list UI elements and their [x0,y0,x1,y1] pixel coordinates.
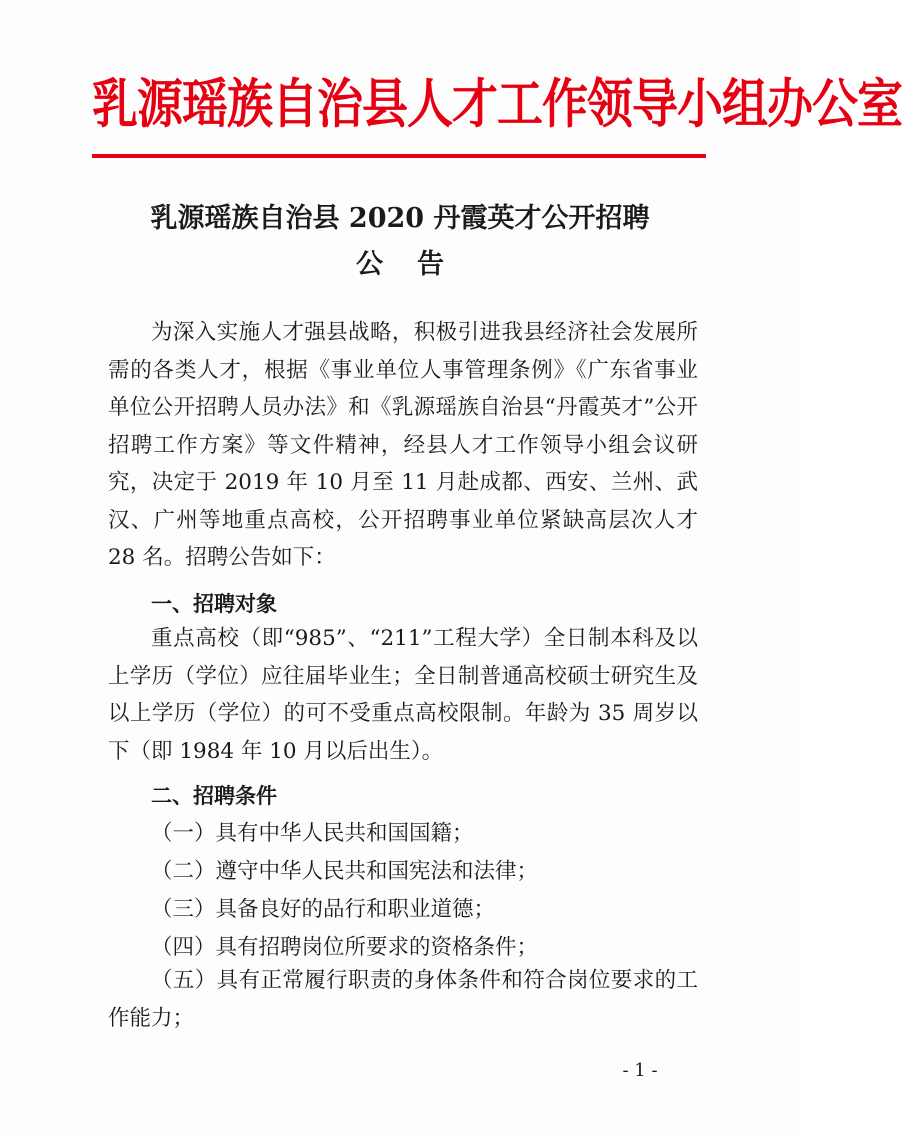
condition-item-4: （四）具有招聘岗位所要求的资格条件； [151,935,539,960]
condition-item-3: （三）具备良好的品行和职业道德； [151,897,496,922]
letterhead-org-name: 乳源瑶族自治县人才工作领导小组办公室 [92,72,902,135]
letterhead-red-rule [92,154,706,158]
condition-item-5: （五）具有正常履行职责的身体条件和符合岗位要求的工作能力； [108,968,698,1031]
recruitment-targets-paragraph: 重点高校（即“985”、“211”工程大学）全日制本科及以上学历（学位）应往届毕业生；全日制普通高校硕士研究生及以上学历（学位）的可不受重点高校限制。年龄为 35 周岁以下（即 1984 年 10 月以后出生）。 [108,626,698,764]
page-number: - 1 - [622,1060,658,1081]
section-heading-recruitment-targets: 一、招聘对象 [151,592,277,616]
condition-item-1: （一）具有中华人民共和国国籍； [151,821,474,846]
document-title-notice: 公告 [356,249,478,280]
intro-paragraph: 为深入实施人才强县战略，积极引进我县经济社会发展所需的各类人才，根据《事业单位人事管理条例》《广东省事业单位公开招聘人员办法》和《乳源瑶族自治县“丹霞英才”公开招聘工作方案》等文件精神，经县人才工作领导小组会议研究，决定于 2019 年 10 月至 11 月赴成都、西安、兰州、武汉、广州等地重点高校，公开招聘事业单位紧缺高层次人才 28 名。招聘公告如下： [108,320,698,570]
condition-item-2: （二）遵守中华人民共和国宪法和法律； [151,859,539,884]
section-heading-recruitment-conditions: 二、招聘条件 [151,784,277,808]
document-title: 乳源瑶族自治县 2020 丹霞英才公开招聘 [150,203,650,234]
